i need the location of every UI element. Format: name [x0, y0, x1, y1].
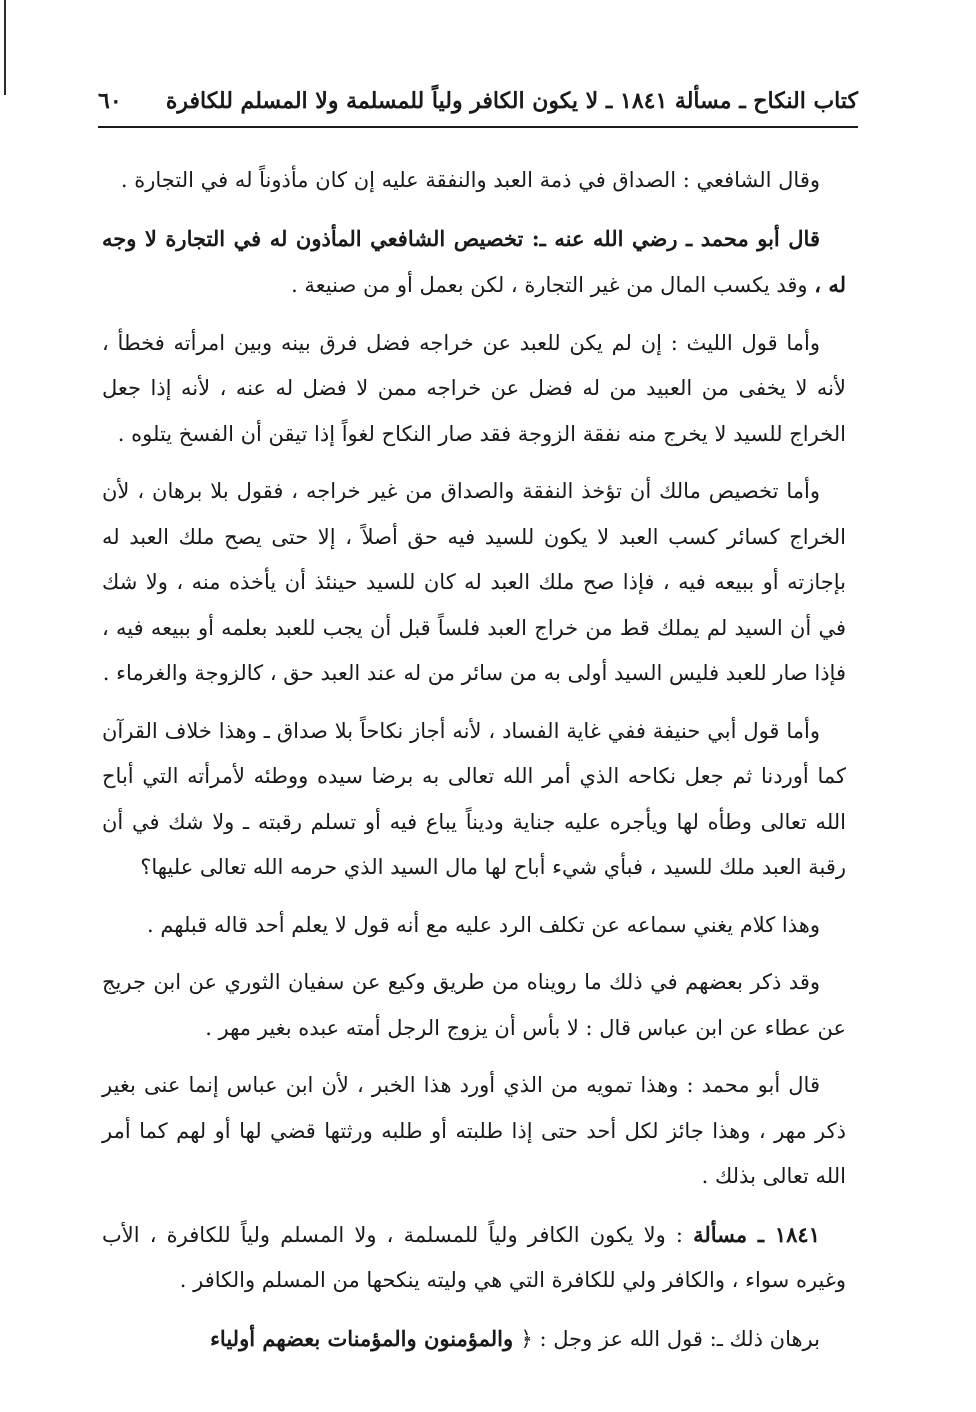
proof-lead: برهان ذلك ـ: قول الله عز وجل : — [532, 1326, 820, 1351]
scan-edge-line — [4, 0, 6, 95]
paragraph-abu-muhammad — [102, 216, 846, 309]
quran-quote: والمؤمنون والمؤمنات بعضهم أولياء — [210, 1325, 521, 1351]
paragraph-layth: وأما قول الليث : إن لم يكن للعبد عن خراجه فضل فرق بينه وبين امرأته فخطأ ، لأنه لا يخفى من العبيد من له فضل عن خراجه ممن لا فضل له عنه ، لأنه إذا جعل الخراج للسيد لا يخرج منه نفقة الزوجة فقد صار النكاح لغواً إذا تيقن أن الفسخ يتلوه . — [102, 330, 846, 446]
page-body — [102, 158, 846, 1362]
masala-text: : ولا يكون الكافر ولياً للمسلمة ، ولا المسلم ولياً للكافرة ، الأب وغيره سواء ، والكافر ولي للكافرة التي هي وليته ينكحها من المسلم والكافر . — [102, 1222, 846, 1292]
running-header-title: كتاب النكاح ـ مسألة ١٨٤١ ـ لا يكون الكافر ولياً للمسلمة ولا المسلم للكافرة — [165, 88, 858, 114]
running-header — [98, 82, 858, 128]
paragraph-abu-hanifa: وأما قول أبي حنيفة ففي غاية الفساد ، لأنه أجاز نكاحاً بلا صداق ـ وهذا خلاف القرآن كما أوردنا ثم جعل نكاحه الذي أمر الله تعالى به برضا سيده ووطئه لأمرأته التي أباح الله تعالى وطأه لها ويأجره عليه جناية وديناً يباع فيه أو تسلم رقبته ـ ولا شك في أن رقبة العبد ملك للسيد ، فبأي شيء أباح لها مال السيد الذي حرمه الله تعالى عليها؟ — [102, 718, 846, 879]
paragraph-proof — [102, 1316, 846, 1363]
paragraph-abu-muhammad-reply: قال أبو محمد : وهذا تمويه من الذي أورد هذا الخبر ، لأن ابن عباس إنما عنى بغير ذكر مهر ، وهذا جائز لكل أحد حتى إذا طلبته أو طلبه ورثتها قضي لها أو لهم كما أمر الله تعالى بذلك . — [102, 1073, 846, 1188]
paragraph-ibn-abbas-report: وقد ذكر بعضهم في ذلك ما رويناه من طريق وكيع عن سفيان الثوري عن ابن جريج عن عطاء عن ابن عباس قال : لا بأس أن يزوج الرجل أمته عبده بغير مهر . — [102, 970, 846, 1040]
paragraph-malik: وأما تخصيص مالك أن تؤخذ النفقة والصداق من غير خراجه ، فقول بلا برهان ، لأن الخراج كسائر كسب العبد لا يكون للسيد فيه حق أصلاً ، إلا حتى يصح ملك العبد له بإجازته أو ببيعه فيه ، فإذا صح ملك العبد له كان للسيد حينئذ أن يأخذه منه ، ولا شك في أن السيد لم يملك قط من خراج العبد فلساً قبل أن يجب للعبد بعلمه أو ببيعه فيه ، فإذا صار للعبد فليس السيد أولى به من سائر من له عند العبد حق ، كالزوجة والغرماء . — [102, 479, 846, 685]
paragraph-abu-muhammad-bold: قال أبو محمد ـ رضي الله عنه ـ: تخصيص الشافعي المأذون له في التجارة لا وجه له ، — [102, 225, 846, 297]
paragraph-abu-muhammad-rest: وقد يكسب المال من غير التجارة ، لكن بعمل أو من صنيعة . — [291, 273, 815, 297]
paragraph-shafii: وقال الشافعي : الصداق في ذمة العبد والنفقة عليه إن كان مأذوناً له في التجارة . — [120, 168, 820, 192]
paragraph-refutation: وهذا كلام يغني سماعه عن تكلف الرد عليه مع أنه قول لا يعلم أحد قاله قبلهم . — [146, 912, 820, 937]
page-number: ٦٠ — [98, 88, 122, 114]
masala-heading: ١٨٤١ ـ مسألة — [693, 1221, 820, 1247]
paragraph-masala-1841 — [102, 1212, 846, 1304]
quran-bracket: ﴿ — [520, 1326, 533, 1351]
